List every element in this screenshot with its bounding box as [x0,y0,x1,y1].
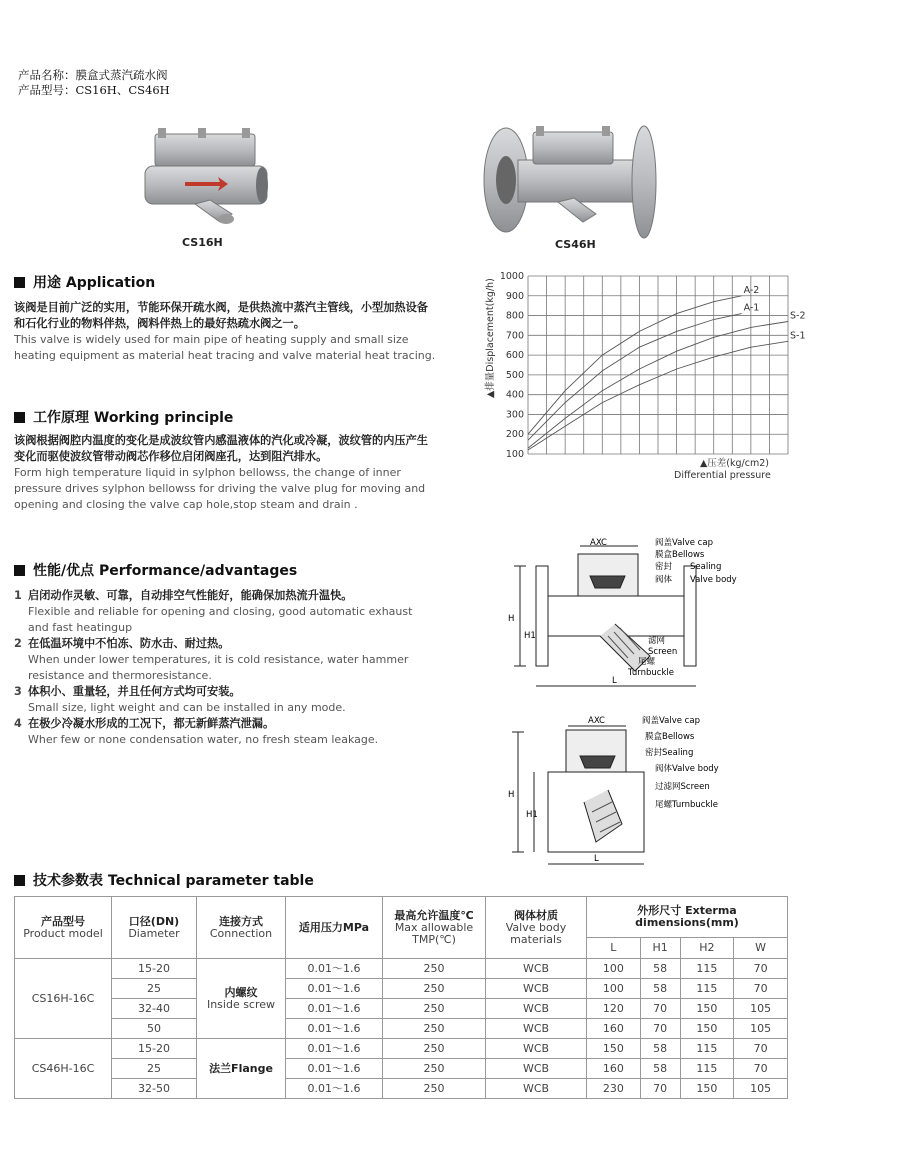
th-dimensions: 外形尺寸 Exterma dimensions(mm) [587,897,788,938]
drawing1-axc: AXC [590,538,607,548]
cell-connection: 内螺纹 Inside screw [197,959,286,1039]
chart-series-line [528,296,742,434]
chart-series-label: A-1 [743,302,760,314]
cs16h-section-drawing [500,712,740,868]
chart-series-label: S-1 [790,330,806,342]
drawing1-label: Turnbuckle [628,668,674,678]
cell-model: CS46H-16C [15,1039,112,1099]
table-row: CS46H-16C 15-20 法兰Flange 0.01～1.6 250 WCB 150 58 115 70 [15,1039,788,1059]
chart-series [528,285,806,450]
table-row: 32-40 0.01～1.6 250 WCB 120 70 150 105 [15,999,788,1019]
th-model: 产品型号 Product model [15,897,112,959]
section-square-icon [14,277,25,288]
performance-item: 4 在极少冷凝水形成的工况下，都无新鲜蒸汽泄漏。 Wher few or none condensation water, no fresh steam leakage. [14,717,379,746]
chart-y-tick: 1000 [499,271,524,282]
drawing1-label: Screen [648,647,678,657]
performance-item: 2 在低温环境中不怕冻、防水击、耐过热。 When under lower temperatures, it is cold resistance, water hammer resistance and thermoresistance. [14,637,409,682]
chart-y-tick: 200 [505,429,524,441]
drawing1-h1: H1 [524,631,536,641]
drawing1-label: 尾螺 [638,657,656,667]
chart-series-label: A-2 [743,284,760,296]
th-H1: H1 [640,938,680,959]
chart-y-tick: 400 [505,389,524,401]
drawing2-label: 膜盒Bellows [645,732,695,742]
working-cn: 该阀根据阀腔内温度的变化是成波纹管内感温液体的汽化或冷凝，波纹管的内压产生变化而驱使波纹管带动阀芯作移位启闭阀座孔，达到阻汽排水。 [14,434,428,463]
th-H2: H2 [680,938,734,959]
drawing2-label: 阀盖Valve cap [642,716,700,726]
performance-item: 1 启闭动作灵敏、可靠，自动排空气性能好，能确保加热流升温快。 Flexible and reliable for opening and closing, good automatic exhaust and fast heatingup [14,589,413,634]
cs46h-photo [478,122,668,240]
table-row: 32-50 0.01～1.6 250 WCB 230 70 150 105 [15,1079,788,1099]
drawing1-l: L [612,676,617,686]
chart-y-tick: 700 [505,330,524,342]
chart-y-tick: 300 [505,409,524,421]
th-W: W [734,938,788,959]
chart-ylabel: ▲排量Displacement(kg/h) [485,278,496,398]
performance-list [14,588,434,748]
chart-y-ticks [500,271,524,460]
product-model: 产品型号：CS16H、CS46H [18,83,170,97]
performance-item: 3 体积小、重量轻，并且任何方式均可安装。 Small size, light weight and can be installed in any mode. [14,685,346,714]
drawing1-h: H [508,614,515,624]
application-cn: 该阀是目前广泛的实用，节能环保开疏水阀，是供热流中蒸汽主管线，小型加热设备和石化行业的物料伴热，阀料伴热上的最好热疏水阀之一。 [14,301,428,330]
drawing1-label: 阀体 [655,575,673,585]
section-square-icon [14,875,25,886]
table-row: CS16H-16C 15-20 内螺纹 Inside screw 0.01～1.6 250 WCB 100 58 115 70 [15,959,788,979]
chart-y-tick: 600 [505,350,524,362]
cs16h-caption: CS16H [182,236,223,249]
th-temp: 最高允许温度℃ Max allowable TMP(℃) [383,897,486,959]
th-pressure: 适用压力MPa [286,897,383,959]
chart-xlabel-en: Differential pressure [674,470,771,481]
chart-y-tick: 100 [505,449,524,460]
table-row: 25 0.01～1.6 250 WCB 160 58 115 70 [15,1059,788,1079]
product-header [18,68,170,98]
drawing1-label: Sealing [690,562,722,572]
chart-y-tick: 900 [505,290,524,302]
drawing2-axc: AXC [588,716,605,726]
table-row: 50 0.01～1.6 250 WCB 160 70 150 105 [15,1019,788,1039]
th-dn: 口径(DN) Diameter [112,897,197,959]
performance-title: 性能/优点 Performance/advantages [14,560,297,580]
table-row: 25 0.01～1.6 250 WCB 100 58 115 70 [15,979,788,999]
chart-series-line [528,314,742,441]
cs16h-photo [140,122,270,232]
chart-y-tick: 800 [505,310,524,322]
th-L: L [587,938,641,959]
drawing1-label: 膜盒Bellows [655,550,705,560]
cs46h-caption: CS46H [555,238,596,251]
chart-xlabel-cn: ▲压差(kg/cm2) [700,458,769,469]
cs46h-section-drawing [500,536,780,688]
working-title: 工作原理 Working principle [14,407,233,427]
working-body [14,433,439,513]
drawing2-h1: H1 [526,810,538,820]
drawing2-label: 过滤网Screen [655,782,710,792]
chart-y-tick: 500 [505,369,524,381]
th-material: 阀体材质 Valve body materials [486,897,587,959]
table-title: 技术参数表 Technical parameter table [14,870,314,890]
drawing1-label: 密封 [655,562,673,572]
cell-connection: 法兰Flange [197,1039,286,1099]
section-square-icon [14,412,25,423]
product-name: 产品名称：膜盒式蒸汽疏水阀 [18,68,168,82]
application-title: 用途 Application [14,272,155,292]
th-connection: 连接方式 Connection [197,897,286,959]
drawing2-label: 密封Sealing [645,748,694,758]
displacement-chart [478,268,806,486]
section-square-icon [14,565,25,576]
cell-model: CS16H-16C [15,959,112,1039]
working-en: Form high temperature liquid in sylphon bellowss, the change of inner pressure drives sylphon bellowss for driving the valve plug for moving and opening and closing the valve cap hole,stop steam and drain . [14,466,426,511]
drawing2-label: 阀体Valve body [655,764,719,774]
drawing1-label: Valve body [690,575,737,585]
application-en: This valve is widely used for main pipe of heating supply and small size heating equipment as material heat tracing and valve material heat tracing. [14,333,436,362]
drawing2-h: H [508,790,515,800]
chart-series-label: S-2 [790,310,806,322]
drawing1-label: 滤网 [648,636,666,646]
drawing2-label: 尾螺Turnbuckle [655,800,718,810]
drawing2-l: L [594,854,599,864]
application-body [14,300,439,364]
parameter-table [14,896,788,1099]
drawing1-label: 阀盖Valve cap [655,538,713,548]
